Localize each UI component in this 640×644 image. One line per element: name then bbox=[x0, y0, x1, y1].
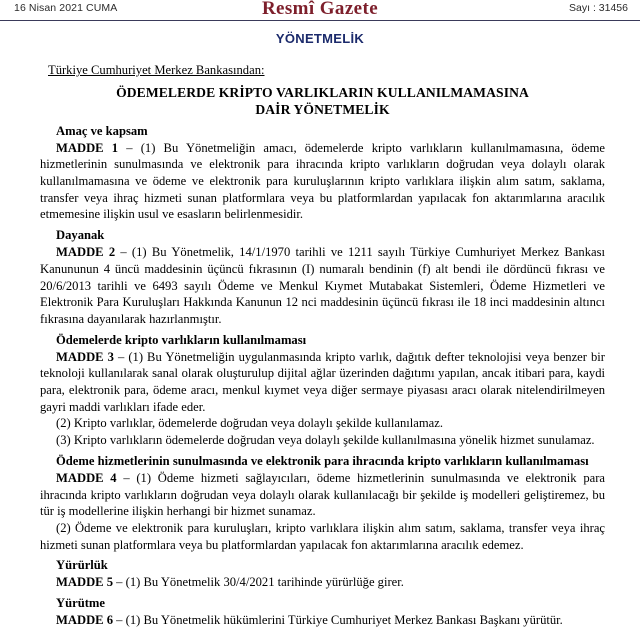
document-body bbox=[0, 62, 640, 629]
document-type-heading: YÖNETMELİK bbox=[275, 31, 365, 46]
paragraph-text: (2) Kripto varlıklar, ödemelerde doğrudan veya dolaylı şekilde kullanılamaz. bbox=[56, 416, 443, 431]
article-dash: – bbox=[113, 613, 126, 628]
gazette-title: Resmî Gazete bbox=[261, 0, 379, 19]
issue-number: Sayı : 31456 bbox=[569, 2, 628, 14]
article-number: MADDE 6 bbox=[56, 613, 114, 628]
article-paragraph bbox=[40, 244, 605, 328]
article-number: MADDE 5 bbox=[56, 575, 114, 590]
article-paragraph bbox=[40, 140, 605, 224]
regulation-title-line-1: ÖDEMELERDE KRİPTO VARLIKLARIN KULLANILMAMASINA bbox=[116, 84, 529, 100]
article-paragraph bbox=[40, 470, 605, 520]
article-paragraph bbox=[40, 349, 605, 416]
paragraph-text: (3) Kripto varlıkların ödemelerde doğrudan veya dolaylı şekilde kullanılmasına yönelik hizmet sunulamaz. bbox=[56, 433, 595, 448]
article-dash: – bbox=[116, 470, 137, 485]
article-paragraph bbox=[40, 520, 605, 553]
article-paragraph bbox=[40, 574, 605, 591]
section-heading: Yürütme bbox=[56, 596, 105, 611]
article-dash: – bbox=[113, 349, 129, 364]
article-number: MADDE 4 bbox=[56, 470, 117, 485]
regulation-title-line-2: DAİR YÖNETMELİK bbox=[255, 102, 390, 118]
paragraph-text: (1) Bu Yönetmelik hükümlerini Türkiye Cumhuriyet Merkez Bankası Başkanı yürütür. bbox=[125, 613, 563, 628]
article-paragraph bbox=[40, 612, 605, 629]
paragraph-text: (1) Bu Yönetmelik, 14/1/1970 tarihli ve 1211 sayılı Türkiye Cumhuriyet Merkez Bankası Kanununun 4 üncü maddesinin üçüncü fıkrasının (I) numaralı bendinin (f) alt bendi ile dördüncü fıkrası ve 20/6/2013 tarihli ve 6493 sayılı Ödeme ve Menkul Kıymet Mutabakat Sistemleri, Ödeme Hizmetleri ve Elektronik Para Kuruluşları Hakkında Kanunun 12 nci maddesinin üçüncü fıkrası ile 18 inci maddesinin altıncı fıkrasına dayanılarak hazırlanmıştır. bbox=[40, 245, 606, 326]
header-divider bbox=[0, 20, 640, 21]
paragraph-text: (1) Bu Yönetmelik 30/4/2021 tarihinde yürürlüğe girer. bbox=[125, 575, 404, 590]
paragraph-text: (2) Ödeme ve elektronik para kuruluşları, kripto varlıklara ilişkin alım satım, saklama, transfer veya ihraç hizmeti sunan platformlara veya bu platformlardan yapılacak fon aktarımlarına aracılık edemez. bbox=[40, 520, 605, 552]
article-number: MADDE 2 bbox=[56, 245, 116, 260]
paragraph-text: (1) Bu Yönetmeliğin amacı, ödemelerde kripto varlıkların kullanılmamasına, ödeme hizmetlerinin sunulmasında ve elektronik para ihracında kripto varlıkların doğrudan veya dolaylı olarak kullanılmamasına ve ödeme ve elektronik para kuruluşlarının kripto varlıklara ilişkin alım satım, saklama, transfer veya ihraç hizmeti sunan platformlara veya bu platformlardan yapılacak fon aktarımlarına aracılık etmemesine ilişkin usul ve esasların belirlenmesidir. bbox=[40, 140, 605, 222]
publication-date: 16 Nisan 2021 CUMA bbox=[14, 2, 118, 14]
article-paragraph bbox=[40, 432, 605, 449]
section-heading: Ödeme hizmetlerinin sunulmasında ve elektronik para ihracında kripto varlıkların kullanılmaması bbox=[56, 453, 589, 468]
article-number: MADDE 3 bbox=[56, 349, 114, 364]
issuing-authority: Türkiye Cumhuriyet Merkez Bankasından: bbox=[48, 63, 265, 77]
sections-container bbox=[40, 123, 605, 629]
article-dash: – bbox=[118, 140, 141, 155]
section-heading: Yürürlük bbox=[56, 558, 108, 573]
article-dash: – bbox=[113, 575, 126, 590]
paragraph-text: (1) Ödeme hizmeti sağlayıcıları, ödeme hizmetlerinin sunulmasında ve elektronik para ihracında kripto varlıkların doğrudan veya dolaylı olarak kullanılacağı bir şekilde iş modelleri geliştiremez, bu tür iş modellerine ilişkin herhangi bir hizmet sunamaz. bbox=[40, 470, 605, 519]
article-dash: – bbox=[115, 245, 132, 260]
article-number: MADDE 1 bbox=[56, 140, 119, 155]
paragraph-text: (1) Bu Yönetmeliğin uygulanmasında kripto varlık, dağıtık defter teknolojisi veya benzer bir teknoloji kullanılarak sanal olarak oluşturulup dijital ağlar üzerinden dağıtımı yapılan, ancak itibari para, kaydi para, elektronik para, ödeme aracı, menkul kıymet veya diğer sermaye piyasası aracı olarak nitelendirilmeyen gayri maddi varlıkları ifade eder. bbox=[40, 349, 606, 414]
masthead bbox=[0, 0, 640, 20]
section-heading: Dayanak bbox=[56, 228, 105, 243]
section-heading: Amaç ve kapsam bbox=[56, 123, 148, 138]
regulation-title bbox=[40, 84, 605, 119]
section-heading: Ödemelerde kripto varlıkların kullanılmaması bbox=[56, 332, 307, 347]
article-paragraph bbox=[40, 415, 605, 432]
